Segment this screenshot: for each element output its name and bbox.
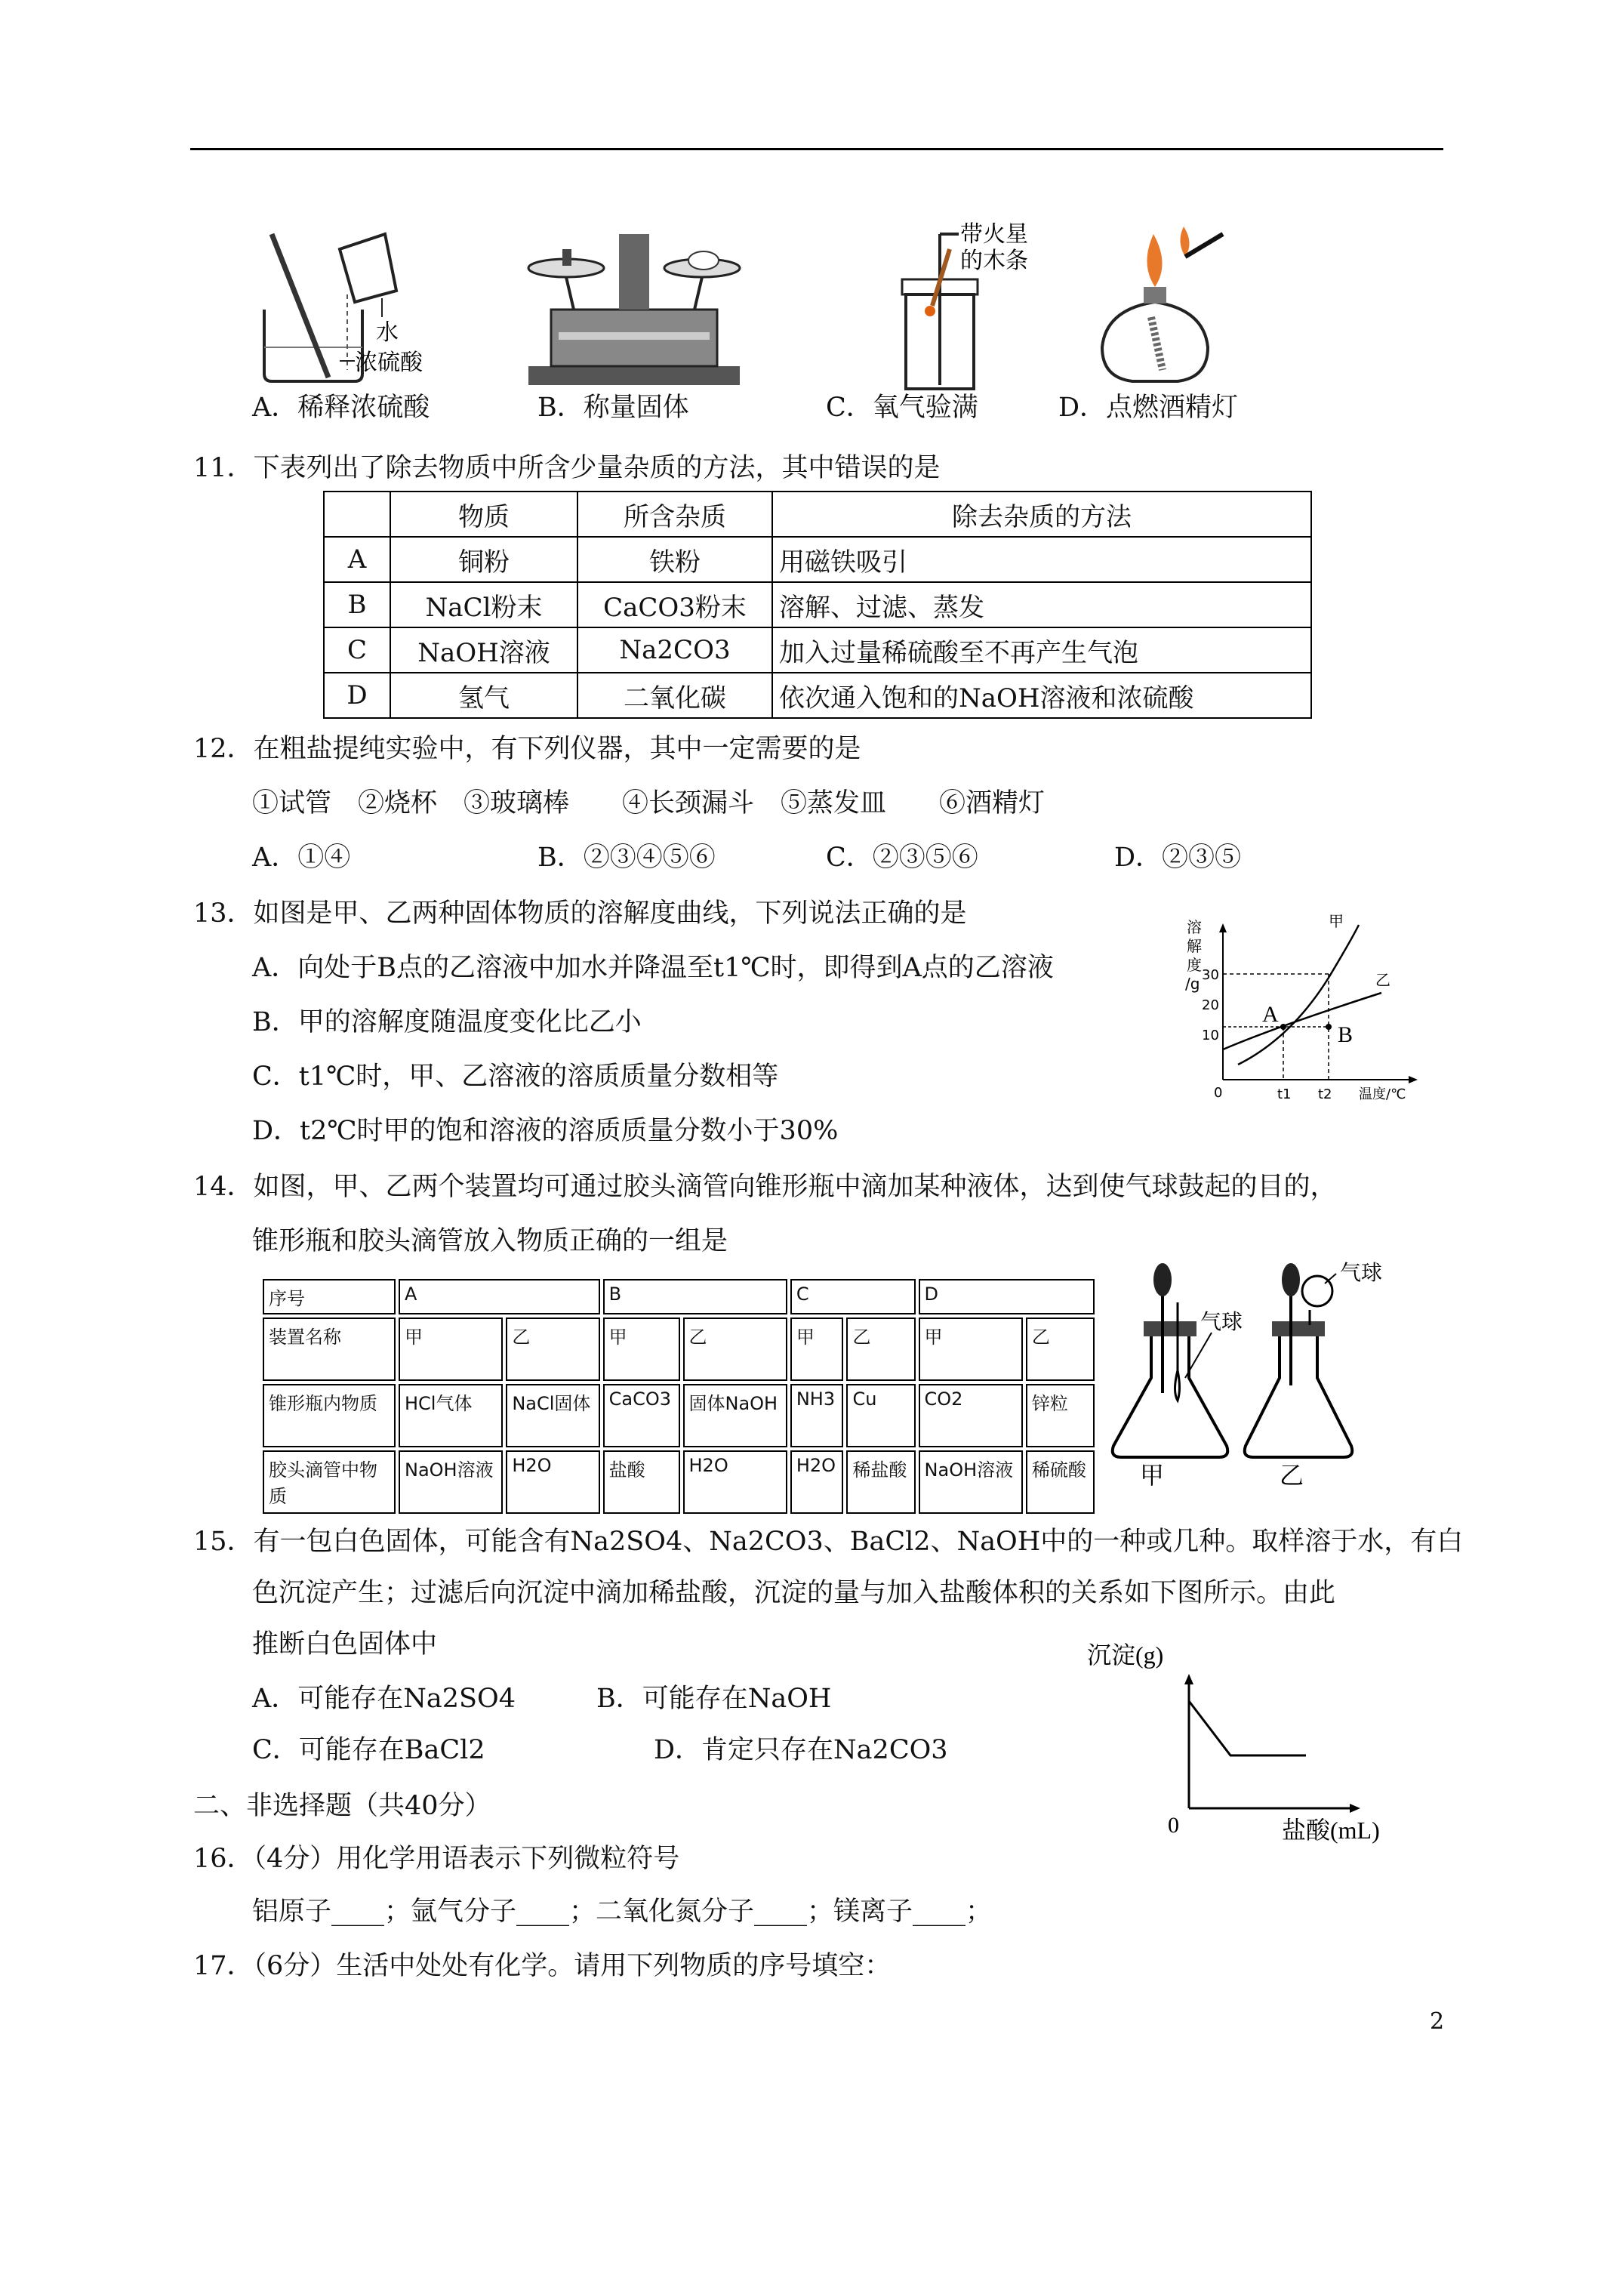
table-cell: A — [399, 1279, 600, 1314]
y-axis-label-4: /g — [1185, 975, 1200, 993]
q13-option-c: C．t1℃时，甲、乙溶液的溶质质量分数相等 — [252, 1062, 779, 1092]
table-cell: NaCl粉末 — [390, 582, 577, 627]
table-cell: 甲 — [919, 1318, 1023, 1381]
point-a-label: A — [1262, 1002, 1279, 1027]
solubility-chart — [1178, 910, 1427, 1106]
table-cell: 盐酸 — [603, 1450, 680, 1514]
y-tick-30: 30 — [1202, 967, 1219, 983]
table-cell: 稀盐酸 — [846, 1450, 915, 1514]
y-axis-label: 沉淀(g) — [1087, 1641, 1164, 1669]
table-row — [263, 1318, 1095, 1381]
table-cell: NaCl固体 — [506, 1384, 599, 1447]
table-cell: H2O — [506, 1450, 599, 1514]
oxygen-test-figure — [902, 221, 1028, 389]
acid-label: 浓硫酸 — [355, 350, 423, 376]
balance-figure — [528, 234, 740, 385]
q13-option-b: B．甲的溶解度随温度变化比乙小 — [252, 1007, 642, 1037]
table-cell: B — [603, 1279, 787, 1314]
q13-option-d: D．t2℃时甲的饱和溶液的溶质质量分数小于30% — [252, 1116, 839, 1146]
q15-stem-3: 推断白色固体中 — [252, 1629, 438, 1660]
table-cell: H2O — [790, 1450, 844, 1514]
table-cell: 胶头滴管中物质 — [263, 1450, 396, 1514]
q10-option-c: C．氧气验满 — [826, 393, 978, 423]
table-cell: 乙 — [1026, 1318, 1095, 1381]
point-b-label: B — [1338, 1022, 1354, 1047]
table-cell: H2O — [683, 1450, 787, 1514]
splint-label-2: 的木条 — [960, 248, 1028, 274]
table-cell: NH3 — [790, 1384, 844, 1447]
y-tick-20: 20 — [1202, 997, 1219, 1013]
y-tick-10: 10 — [1202, 1028, 1219, 1043]
table-cell: Na2CO3 — [577, 627, 772, 673]
q12-stem: 12．在粗盐提纯实验中，有下列仪器，其中一定需要的是 — [193, 734, 861, 764]
x-tick-t2: t2 — [1318, 1086, 1332, 1102]
table-cell: 锥形瓶内物质 — [263, 1384, 396, 1447]
water-label: 水 — [376, 319, 399, 346]
table-row — [324, 673, 1311, 718]
q13-stem: 13．如图是甲、乙两种固体物质的溶解度曲线，下列说法正确的是 — [193, 898, 967, 929]
flask-jia — [1113, 1263, 1228, 1490]
table-cell: 乙 — [683, 1318, 787, 1381]
flask-yi — [1245, 1263, 1353, 1490]
header-rule — [190, 148, 1443, 150]
table-cell: D — [919, 1279, 1095, 1314]
point-b — [1326, 1024, 1332, 1030]
q16-stem: 16．（4分）用化学用语表示下列微粒符号 — [193, 1844, 680, 1874]
table-cell: 溶解、过滤、蒸发 — [772, 582, 1311, 627]
balloon-label-2: 气球 — [1340, 1260, 1383, 1285]
q15-stem-1: 15．有一包白色固体，可能含有Na2SO4、Na2CO3、BaCl2、NaOH中的一种或几种。取样溶于水，有白 — [193, 1527, 1464, 1557]
q12-option-b: B．②③④⑤⑥ — [537, 843, 716, 873]
q13-option-a: A．向处于B点的乙溶液中加水并降温至t1℃时，即得到A点的乙溶液 — [252, 953, 1054, 983]
y-axis-label-3: 度 — [1187, 956, 1202, 974]
table-cell: 氢气 — [390, 673, 577, 718]
q12-items: ①试管 ②烧杯 ③玻璃棒 ④长颈漏斗 ⑤蒸发皿 ⑥酒精灯 — [252, 788, 1046, 818]
q16-blanks: 铝原子____；氩气分子____；二氧化氮分子____；镁离子____； — [252, 1897, 993, 1927]
origin-label: 0 — [1168, 1813, 1179, 1838]
table-cell: 锌粒 — [1026, 1384, 1095, 1447]
table-row — [263, 1279, 1095, 1314]
q15-option-b: B．可能存在NaOH — [596, 1684, 832, 1714]
q12-option-d: D．②③⑤ — [1114, 843, 1242, 873]
series-yi-curve — [1223, 993, 1381, 1049]
table-cell: 甲 — [790, 1318, 844, 1381]
series-jia-label: 甲 — [1329, 912, 1344, 930]
table-cell: 依次通入饱和的NaOH溶液和浓硫酸 — [772, 673, 1311, 718]
x-tick-t1: t1 — [1277, 1086, 1292, 1102]
table-cell: 稀硫酸 — [1026, 1450, 1095, 1514]
table-row — [324, 627, 1311, 673]
table-cell: D — [324, 673, 390, 718]
q11-stem: 11．下表列出了除去物质中所含少量杂质的方法，其中错误的是 — [193, 453, 941, 483]
q15-option-d: D．肯定只存在Na2CO3 — [654, 1735, 948, 1765]
table-cell: 甲 — [399, 1318, 503, 1381]
table-cell: 乙 — [506, 1318, 599, 1381]
x-axis-label: 盐酸(mL) — [1282, 1817, 1380, 1844]
q14-stem-2: 锥形瓶和胶头滴管放入物质正确的一组是 — [252, 1226, 728, 1256]
series-yi-label: 乙 — [1375, 971, 1390, 989]
x-axis-label: 温度/℃ — [1359, 1086, 1406, 1102]
table-cell: 所含杂质 — [577, 492, 772, 537]
q10-apparatus-figures — [242, 219, 1298, 393]
table-cell: 加入过量稀硫酸至不再产生气泡 — [772, 627, 1311, 673]
table-cell: CaCO3 — [603, 1384, 680, 1447]
table-cell: 序号 — [263, 1279, 396, 1314]
table-cell: B — [324, 582, 390, 627]
table-cell: NaOH溶液 — [399, 1450, 503, 1514]
table-cell: C — [790, 1279, 916, 1314]
table-row — [324, 537, 1311, 582]
table-cell: Cu — [846, 1384, 915, 1447]
q15-stem-2: 色沉淀产生；过滤后向沉淀中滴加稀盐酸，沉淀的量与加入盐酸体积的关系如下图所示。由此 — [252, 1578, 1336, 1608]
y-axis-label-1: 溶 — [1187, 918, 1202, 936]
table-cell: HCl气体 — [399, 1384, 503, 1447]
q15-option-a: A．可能存在Na2SO4 — [252, 1684, 516, 1714]
q14-table — [260, 1276, 1098, 1517]
table-row — [324, 582, 1311, 627]
table-cell: 物质 — [390, 492, 577, 537]
alcohol-lamp-figure — [1102, 227, 1223, 381]
balloon-label-1: 气球 — [1200, 1309, 1243, 1334]
q14-flask-figure — [1106, 1257, 1408, 1491]
dilute-acid-figure — [264, 234, 423, 381]
table-cell: CaCO3粉末 — [577, 582, 772, 627]
table-cell: 甲 — [603, 1318, 680, 1381]
q12-option-c: C．②③⑤⑥ — [826, 843, 978, 873]
flask-yi-label: 乙 — [1280, 1461, 1304, 1490]
precipitate-line — [1189, 1701, 1306, 1755]
table-row — [263, 1450, 1095, 1514]
q15-option-c: C．可能存在BaCl2 — [252, 1735, 485, 1765]
y-axis-label-2: 解 — [1187, 937, 1202, 955]
table-cell: 铜粉 — [390, 537, 577, 582]
q12-option-a: A．①④ — [252, 843, 351, 873]
section-2-heading: 二、非选择题（共40分） — [193, 1791, 491, 1821]
q11-table — [323, 491, 1312, 719]
table-cell: NaOH溶液 — [390, 627, 577, 673]
flask-jia-label: 甲 — [1140, 1461, 1165, 1490]
x-tick-0: 0 — [1214, 1085, 1223, 1101]
precipitate-chart — [1079, 1635, 1404, 1846]
q14-stem-1: 14．如图，甲、乙两个装置均可通过胶头滴管向锥形瓶中滴加某种液体，达到使气球鼓起的目的， — [193, 1172, 1337, 1202]
table-cell: 二氧化碳 — [577, 673, 772, 718]
table-cell: CO2 — [919, 1384, 1023, 1447]
q10-option-d: D．点燃酒精灯 — [1058, 393, 1239, 423]
point-a — [1280, 1024, 1286, 1030]
table-cell: 乙 — [846, 1318, 915, 1381]
page-number: 2 — [1430, 2008, 1445, 2035]
table-cell: A — [324, 537, 390, 582]
table-cell: 铁粉 — [577, 537, 772, 582]
table-cell — [324, 492, 390, 537]
q17-stem: 17．（6分）生活中处处有化学。请用下列物质的序号填空： — [193, 1951, 892, 1981]
table-cell: 除去杂质的方法 — [772, 492, 1311, 537]
table-row — [324, 492, 1311, 537]
table-cell: C — [324, 627, 390, 673]
table-cell: 装置名称 — [263, 1318, 396, 1381]
q10-option-a: A．稀释浓硫酸 — [252, 393, 430, 423]
q10-option-b: B．称量固体 — [537, 393, 689, 423]
table-cell: NaOH溶液 — [919, 1450, 1023, 1514]
table-cell: 固体NaOH — [683, 1384, 787, 1447]
table-cell: 用磁铁吸引 — [772, 537, 1311, 582]
splint-label-1: 带火星 — [960, 221, 1028, 248]
table-row — [263, 1384, 1095, 1447]
